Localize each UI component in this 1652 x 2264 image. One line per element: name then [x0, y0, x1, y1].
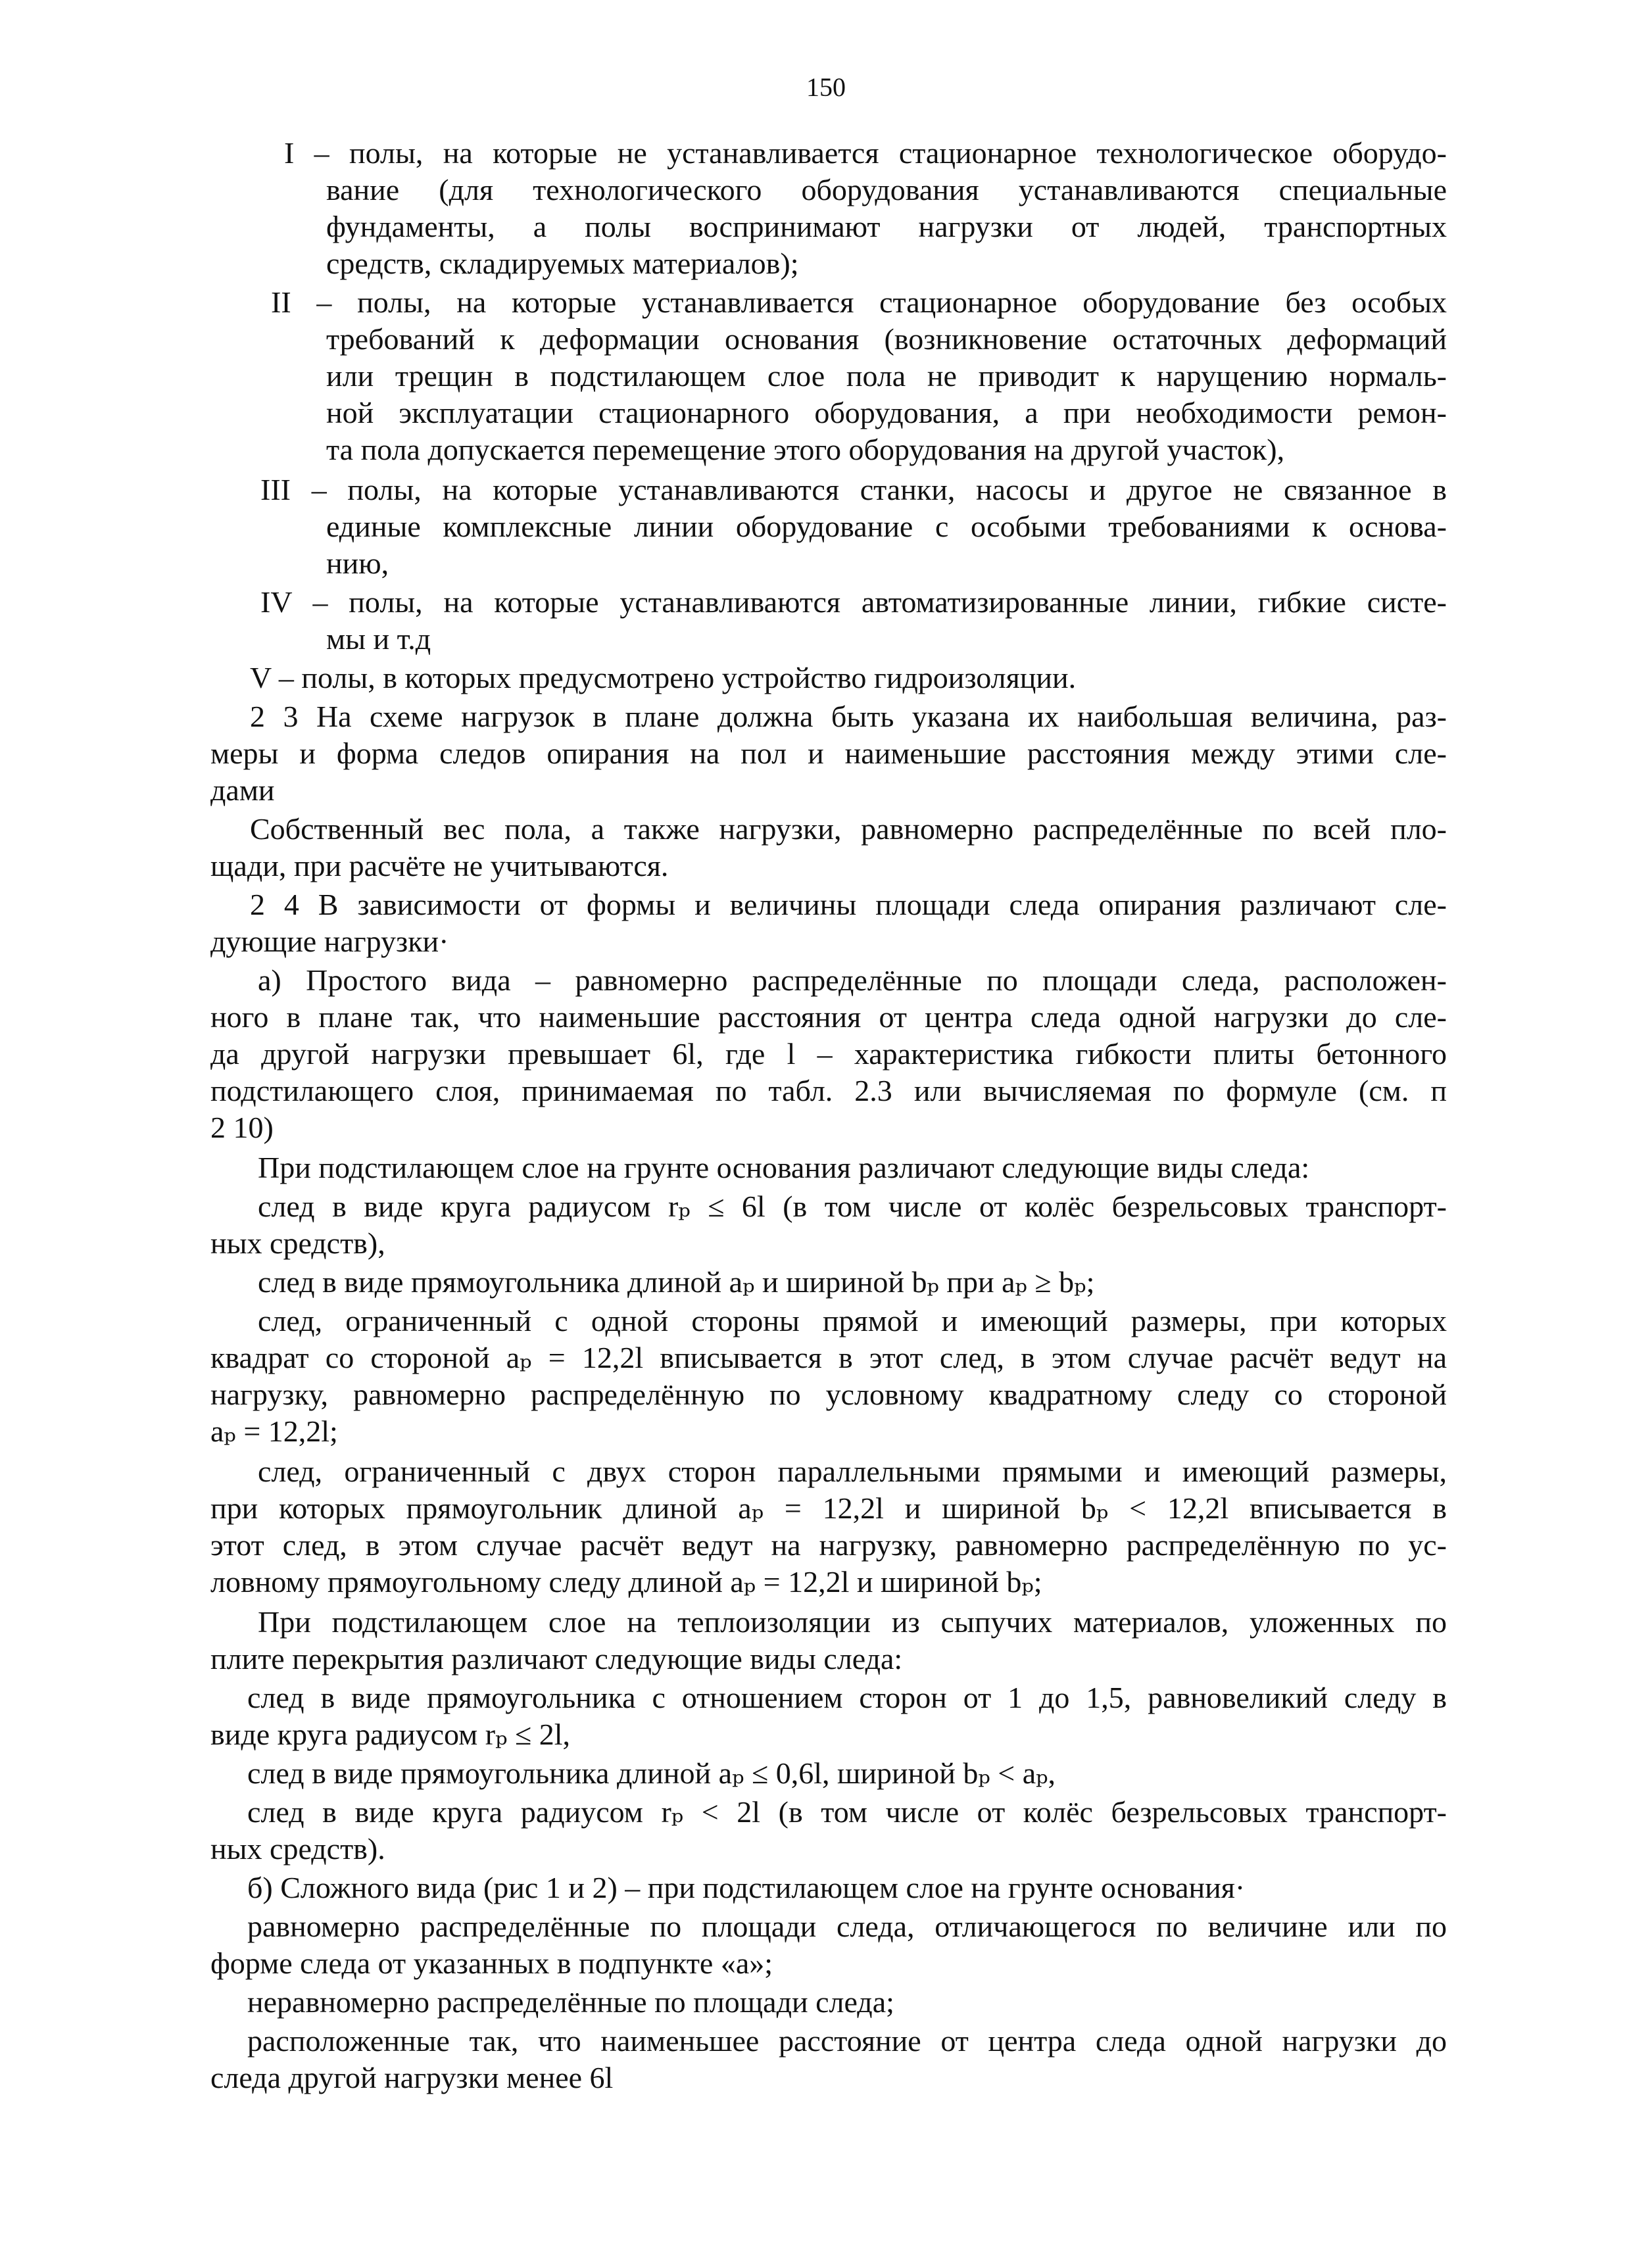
text-line: плите перекрытия различают следующие виды следа:: [210, 1642, 903, 1675]
text-line: след в виде прямоугольника длиной aₚ ≤ 0,6l, шириной bₚ < aₚ,: [247, 1756, 1056, 1790]
text-line: требований к деформации основания (возникновение остаточных деформаций: [326, 322, 1447, 356]
text-line: дующие нагрузки·: [210, 925, 449, 958]
text-line: а) Простого вида – равномерно распределённые по площади следа, расположен-: [258, 963, 1447, 997]
text-line: след в виде круга радиусом rₚ ≤ 6l (в том числе от колёс безрельсовых транспорт-: [258, 1190, 1447, 1223]
text-line: меры и форма следов опирания на пол и наименьшие расстояния между этими сле-: [210, 736, 1447, 770]
text-line: II – полы, на которые устанавливается стационарное оборудование без особых: [271, 285, 1447, 319]
text-line: Собственный вес пола, а также нагрузки, равномерно распределённые по всей пло-: [250, 812, 1447, 846]
text-line: единые комплексные линии оборудование с особыми требованиями к основа-: [326, 510, 1447, 543]
text-line: б) Сложного вида (рис 1 и 2) – при подстилающем слое на грунте основания·: [247, 1871, 1246, 1904]
text-line: или трещин в подстилающем слое пола не приводит к нарущению нормаль-: [326, 359, 1447, 393]
text-line: aₚ = 12,2l;: [210, 1414, 338, 1448]
text-line: та пола допускается перемещение этого оборудования на другой участок),: [326, 433, 1285, 466]
text-line: нию,: [326, 546, 389, 580]
text-line: да другой нагрузки превышает 6l, где l – характеристика гибкости плиты бетонного: [210, 1037, 1447, 1071]
text-line: след, ограниченный с двух сторон параллельными прямыми и имеющий размеры,: [258, 1455, 1447, 1488]
text-line: равномерно распределённые по площади следа, отличающегося по величине или по: [247, 1910, 1447, 1943]
text-line: вание (для технологического оборудования устанавливаются специальные: [326, 173, 1447, 206]
text-line: след в виде круга радиусом rₚ < 2l (в том числе от колёс безрельсовых транспорт-: [247, 1795, 1447, 1829]
text-line: форме следа от указанных в подпункте «а»;: [210, 1946, 773, 1980]
text-line: 2 3 На схеме нагрузок в плане должна быть указана их наибольшая величина, раз-: [250, 700, 1447, 733]
text-line: 2 10): [210, 1111, 274, 1144]
text-line: I – полы, на которые не устанавливается стационарное технологическое оборудо-: [284, 136, 1447, 170]
text-line: мы и т.д: [326, 622, 431, 656]
text-line: 2 4 В зависимости от формы и величины площади следа опирания различают сле-: [250, 888, 1447, 921]
text-line: средств, складируемых материалов);: [326, 247, 799, 280]
text-line: след в виде прямоугольника с отношением сторон от 1 до 1,5, равновеликий следу в: [247, 1681, 1447, 1714]
page-number: 150: [806, 72, 846, 102]
text-line: IV – полы, на которые устанавливаются автоматизированные линии, гибкие систе-: [260, 585, 1447, 619]
text-line: ной эксплуатации стационарного оборудования, а при необходимости ремон-: [326, 396, 1447, 429]
text-line: расположенные так, что наименьшее расстояние от центра следа одной нагрузки до: [247, 2024, 1447, 2058]
text-line: При подстилающем слое на теплоизоляции из сыпучих материалов, уложенных по: [258, 1605, 1447, 1639]
text-line: неравномерно распределённые по площади следа;: [247, 1985, 894, 2019]
text-line: квадрат со стороной aₚ = 12,2l вписывается в этот след, в этом случае расчёт ведут на: [210, 1341, 1447, 1374]
text-line: подстилающего слоя, принимаемая по табл. 2.3 или вычисляемая по формуле (см. п: [210, 1074, 1447, 1107]
text-line: V – полы, в которых предусмотрено устройство гидроизоляции.: [250, 661, 1077, 694]
text-line: фундаменты, а полы воспринимают нагрузки от людей, транспортных: [326, 210, 1447, 243]
text-line: при которых прямоугольник длиной aₚ = 12,2l и шириной bₚ < 12,2l вписывается в: [210, 1491, 1447, 1525]
text-line: ных средств),: [210, 1226, 385, 1260]
text-line: след, ограниченный с одной стороны прямой и имеющий размеры, при которых: [258, 1304, 1447, 1337]
text-line: виде круга радиусом rₚ ≤ 2l,: [210, 1718, 571, 1751]
text-line: ных средств).: [210, 1832, 385, 1866]
text-line: щади, при расчёте не учитываются.: [210, 849, 669, 882]
text-line: При подстилающем слое на грунте основания различают следующие виды следа:: [258, 1151, 1310, 1184]
text-line: следа другой нагрузки менее 6l: [210, 2061, 614, 2094]
text-line: след в виде прямоугольника длиной aₚ и шириной bₚ при aₚ ≥ bₚ;: [258, 1265, 1095, 1299]
text-line: III – полы, на которые устанавливаются станки, насосы и другое не связанное в: [260, 473, 1447, 506]
text-line: дами: [210, 773, 275, 807]
text-line: этот след, в этом случае расчёт ведут на нагрузку, равномерно распределённую по ус-: [210, 1528, 1447, 1562]
text-line: ловному прямоугольному следу длиной aₚ = 12,2l и шириной bₚ;: [210, 1565, 1042, 1599]
text-line: нагрузку, равномерно распределённую по условному квадратному следу со стороной: [210, 1378, 1447, 1411]
text-line: ного в плане так, что наименьшие расстояния от центра следа одной нагрузки до сле-: [210, 1000, 1447, 1034]
